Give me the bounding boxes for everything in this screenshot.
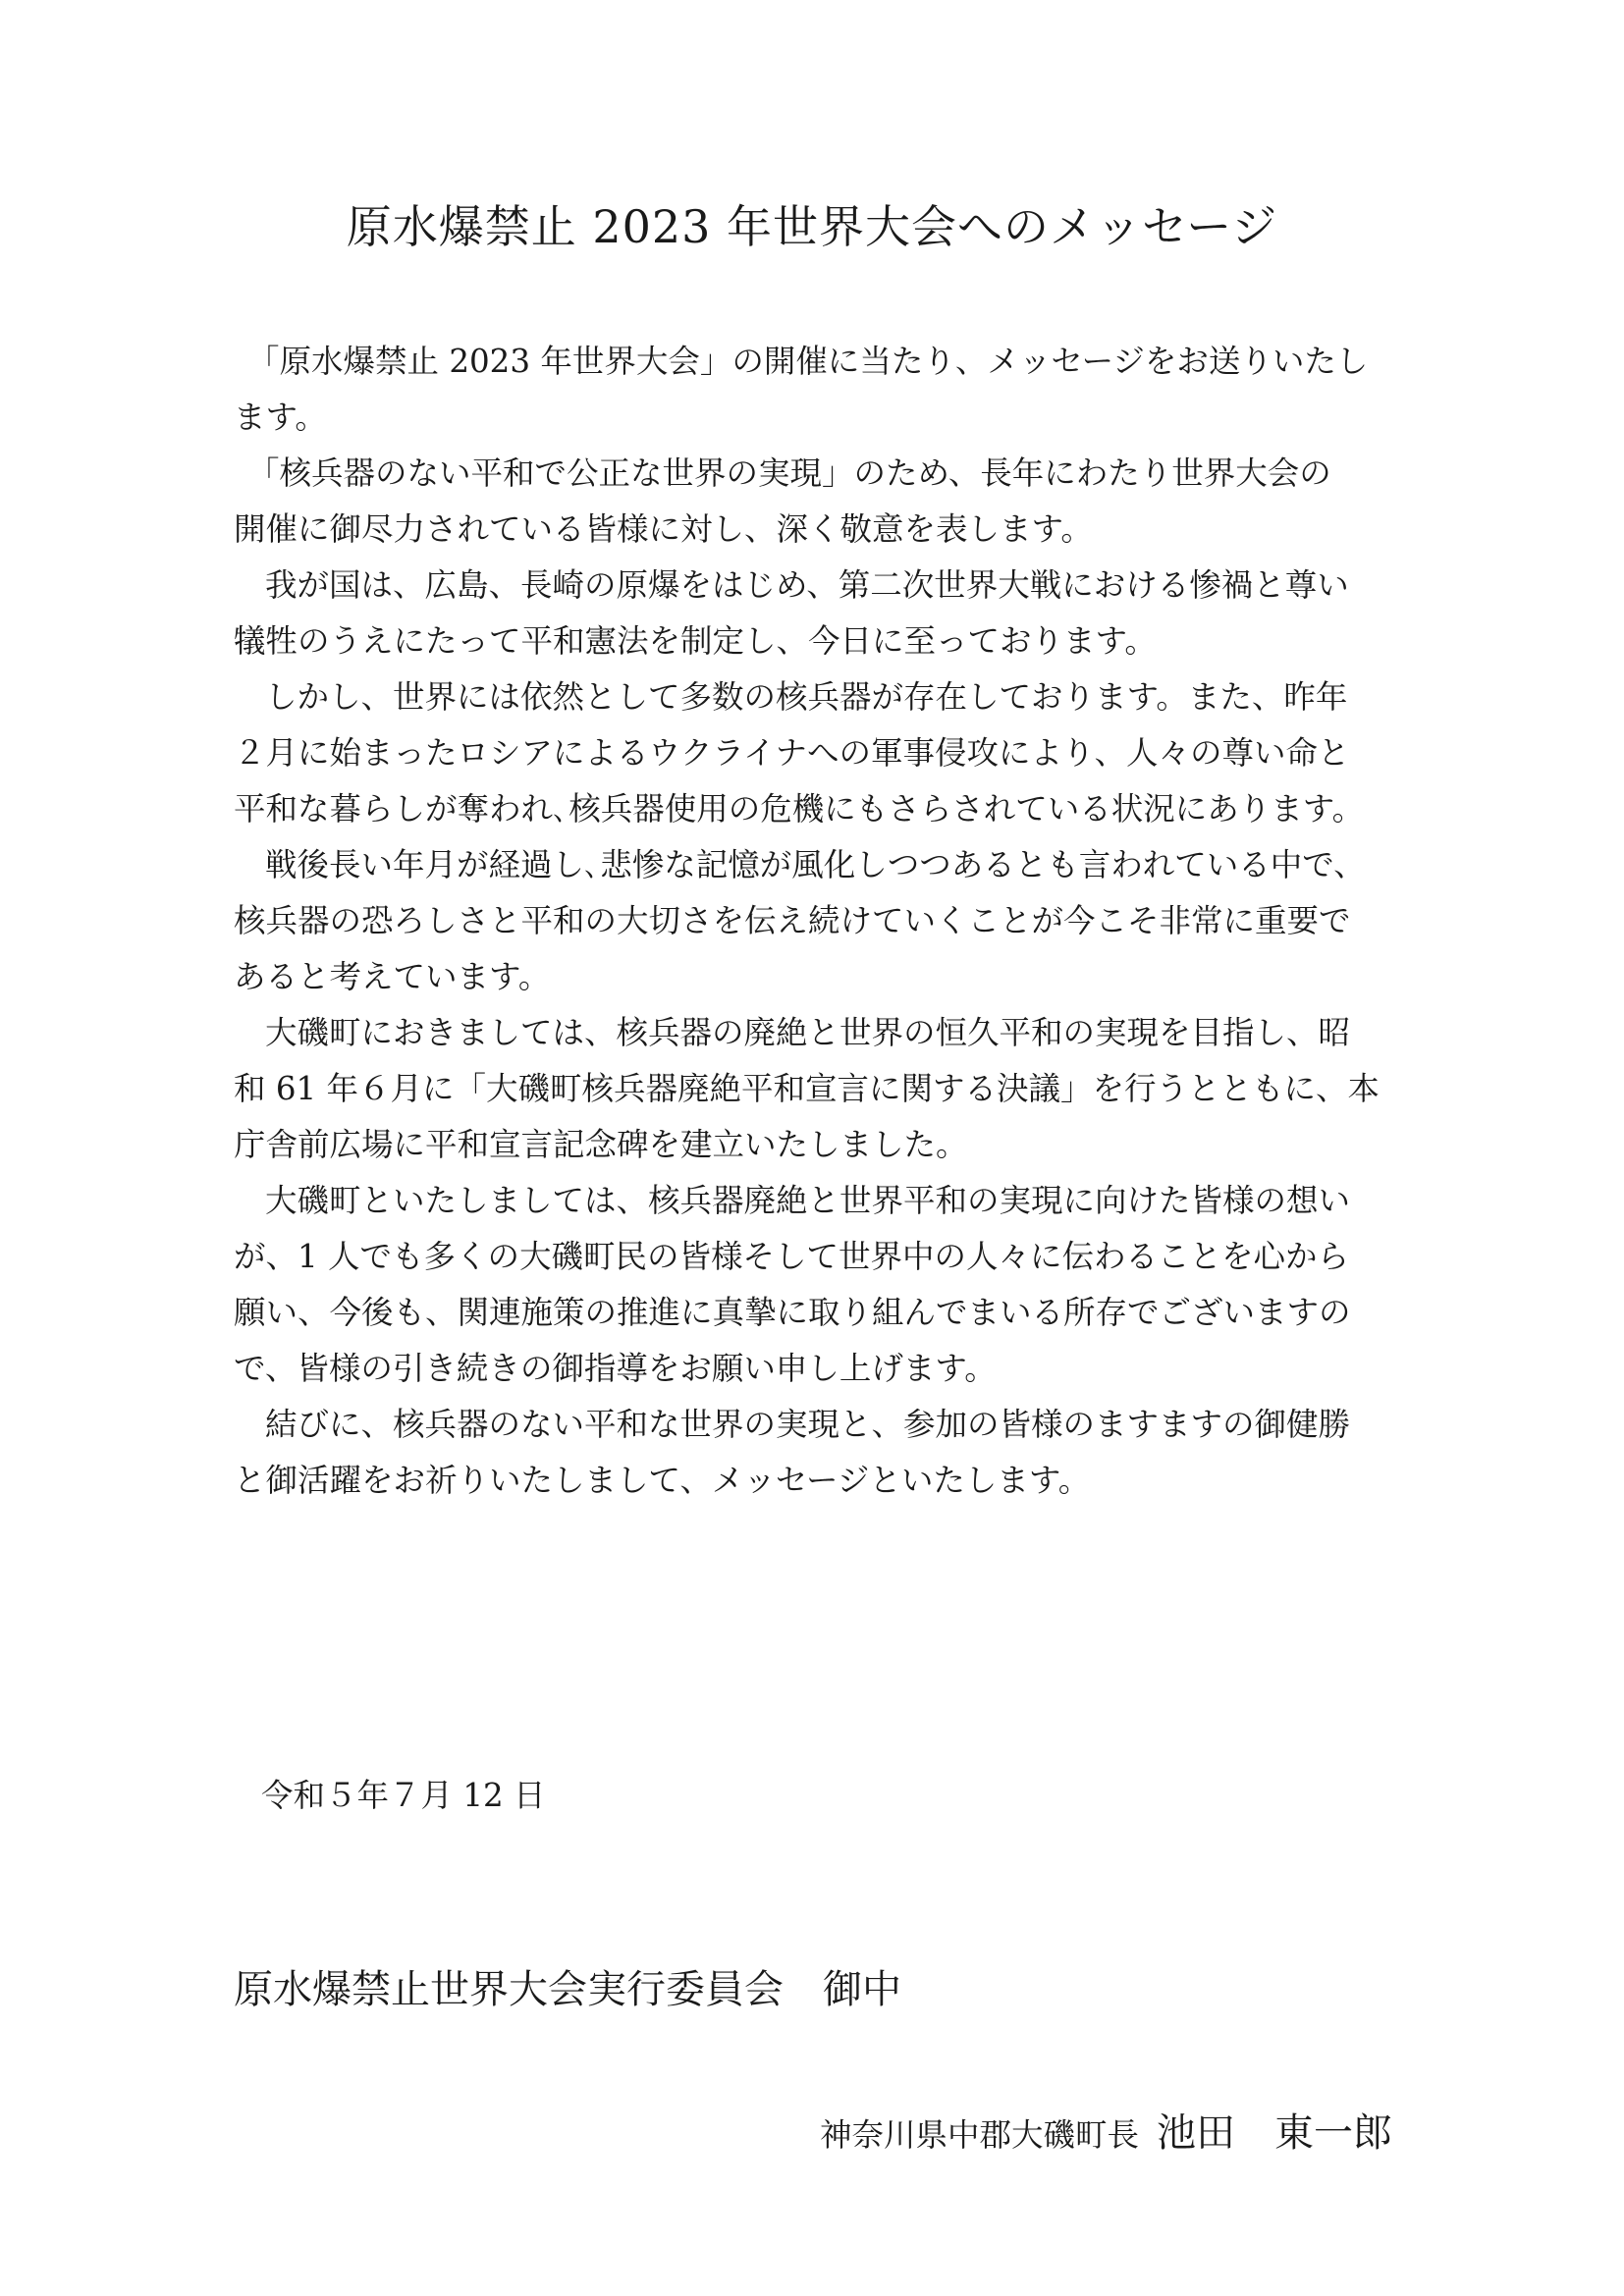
signatory-title: 神奈川県中郡大磯町長 <box>819 2116 1139 2154</box>
paragraph-opening <box>234 334 1392 446</box>
paragraph-line: と御活躍をお祈りいたしまして、メッセージといたします。 <box>234 1462 1091 1499</box>
paragraph-line: 結びに、核兵器のない平和な世界の実現と、参加の皆様のますますの御健勝 <box>265 1406 1351 1443</box>
paragraph-line: 「原水爆禁止 2023 年世界大会」の開催に当たり、メッセージをお送りいたし <box>247 343 1369 380</box>
recipient-line: 原水爆禁止世界大会実行委員会 御中 <box>234 1967 901 2012</box>
paragraph-line: 核兵器の恐ろしさと平和の大切さを伝え続けていくことが今こそ非常に重要で <box>234 902 1351 939</box>
paragraph-line: 大磯町といたしましては、核兵器廃絶と世界平和の実現に向けた皆様の想い <box>265 1182 1351 1219</box>
signatory-name: 池田 東一郎 <box>1157 2110 1392 2156</box>
document-date: 令和５年７月 12 日 <box>261 1777 546 1814</box>
message-body <box>234 334 1392 1509</box>
paragraph-line: ２月に始まったロシアによるウクライナへの軍事侵攻により、人々の尊い命と <box>234 734 1350 772</box>
signature-block <box>820 2104 1392 2170</box>
paragraph-line: あると考えています。 <box>234 958 551 995</box>
document-title: 原水爆禁止 2023 年世界大会へのメッセージ <box>346 200 1278 253</box>
paragraph-respect <box>234 446 1392 558</box>
paragraph-line: 「核兵器のない平和で公正な世界の実現」のため、長年にわたり世界大会の <box>247 454 1331 492</box>
paragraph-line: しかし、世界には依然として多数の核兵器が存在しております。また、昨年 <box>265 678 1348 716</box>
paragraph-town-commitment <box>234 1173 1392 1397</box>
paragraph-line: ます。 <box>234 399 327 436</box>
paragraph-line: 和 61 年６月に「大磯町核兵器廃絶平和宣言に関する決議」を行うとともに、本 <box>234 1070 1380 1107</box>
paragraph-line: で、皆様の引き続きの御指導をお願い申し上げます。 <box>234 1350 997 1387</box>
paragraph-town-resolution <box>234 1005 1392 1173</box>
paragraph-line: が、1 人でも多くの大磯町民の皆様そして世界中の人々に伝わることを心から <box>234 1238 1350 1275</box>
paragraph-line: 戦後長い年月が経過し､悲惨な記憶が風化しつつあるとも言われている中で、 <box>265 846 1366 883</box>
paragraph-current-situation <box>234 669 1392 837</box>
paragraph-line: 大磯町におきましては、核兵器の廃絶と世界の恒久平和の実現を目指し、昭 <box>265 1014 1351 1051</box>
paragraph-line: 犠牲のうえにたって平和憲法を制定し、今日に至っております。 <box>234 622 1157 660</box>
paragraph-closing <box>234 1397 1392 1509</box>
paragraph-history <box>234 558 1392 669</box>
paragraph-line: 我が国は、広島、長崎の原爆をはじめ、第二次世界大戦における惨禍と尊い <box>265 566 1349 604</box>
paragraph-memory <box>234 837 1392 1005</box>
paragraph-line: 開催に御尽力されている皆様に対し、深く敬意を表します。 <box>234 510 1093 548</box>
paragraph-line: 庁舎前広場に平和宣言記念碑を建立いたしました。 <box>234 1126 968 1163</box>
paragraph-line: 平和な暮らしが奪われ､核兵器使用の危機にもさらされている状況にあります。 <box>234 790 1365 828</box>
paragraph-line: 願い、今後も、関連施策の推進に真摯に取り組んでまいる所存でございますの <box>234 1294 1351 1331</box>
